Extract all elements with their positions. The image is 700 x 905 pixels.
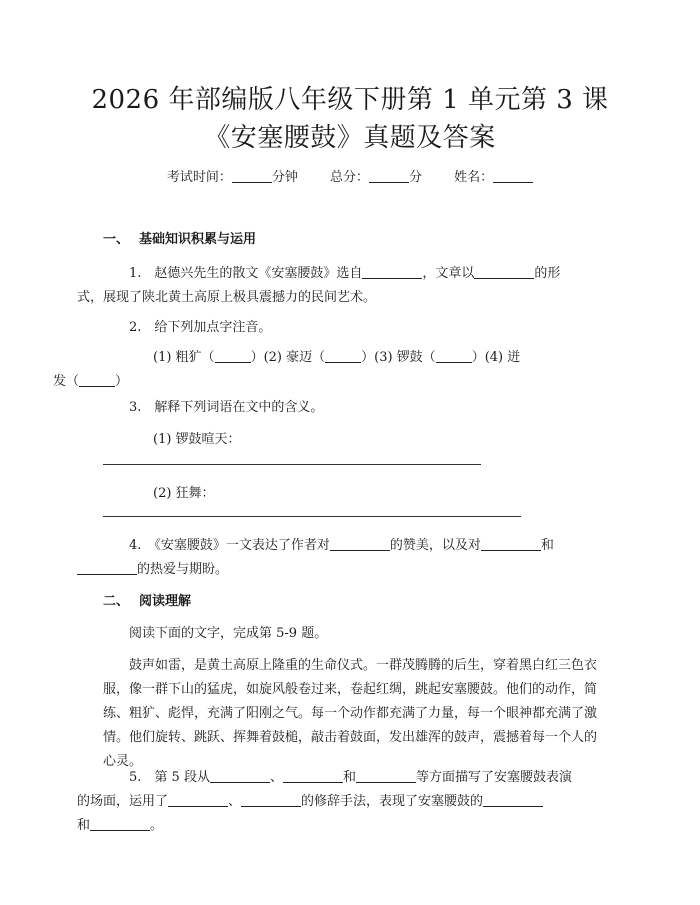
q5-text-d: 等方面描写了安塞腰鼓表演	[415, 770, 572, 785]
reading-passage: 鼓声如雷，是黄土高原上隆重的生命仪式。一群茂腾腾的后生，穿着黑白红三色衣服，像一群下山的猛虎，如旋风般卷过来，卷起红绸，跳起安塞腰鼓。他们的动作，简练、粗犷、彪悍，充满了阳刚之气。每一个动作都充满了力量，每一个眼神都充满了激情。他们旋转、跳跃、挥舞着鼓槌，敲击着鼓面，发出雄浑的鼓声，震撼着每一个人的心灵。	[103, 658, 598, 769]
q4-text-d: 的热爱与期盼。	[137, 562, 229, 577]
total-score-field	[330, 168, 422, 188]
q1-text-a: 1. 赵德兴先生的散文《安塞腰鼓》选自	[129, 266, 363, 281]
answer-blank[interactable]	[283, 768, 343, 783]
q5-text-f: 、	[228, 794, 242, 809]
total-score-unit: 分	[409, 170, 423, 185]
section-number: 一、	[103, 232, 130, 247]
answer-blank[interactable]	[481, 536, 541, 551]
answer-blank[interactable]	[210, 768, 270, 783]
student-name-blank[interactable]	[493, 168, 533, 183]
answer-blank[interactable]	[325, 348, 361, 363]
answer-blank[interactable]	[330, 536, 390, 551]
q2-item-2: ）(2) 豪迈（	[250, 350, 326, 365]
section-heading-1	[103, 230, 256, 250]
answer-blank[interactable]	[168, 792, 228, 807]
answer-blank[interactable]	[356, 768, 416, 783]
question-4	[103, 534, 600, 582]
student-name-label: 姓名：	[454, 170, 494, 185]
total-score-blank[interactable]	[369, 168, 409, 183]
q5-text-c: 和	[342, 770, 356, 785]
question-5	[77, 766, 600, 838]
question-1	[77, 262, 600, 310]
answer-blank[interactable]	[241, 792, 301, 807]
question-2-stem: 2. 给下列加点字注音。	[129, 320, 272, 335]
q5-text-i: 。	[150, 818, 164, 833]
question-2-items	[53, 346, 600, 394]
reading-instructions: 阅读下面的文字，完成第 5-9 题。	[129, 626, 328, 641]
answer-blank[interactable]	[483, 792, 543, 807]
q2-item-4-cont: 发（	[53, 374, 80, 389]
exam-time-blank[interactable]	[232, 168, 272, 183]
answer-blank[interactable]	[79, 372, 115, 387]
q2-item-4-close: ）	[115, 374, 129, 389]
q1-text-d: 式，展现了陕北黄土高原上极具震撼力的民间艺术。	[77, 290, 377, 305]
exam-time-label: 考试时间：	[166, 170, 232, 185]
answer-blank[interactable]	[362, 264, 422, 279]
q5-text-a: 5. 第 5 段从	[129, 770, 210, 785]
question-3-sub-2: (2) 狂舞：	[153, 486, 215, 501]
answer-blank[interactable]	[436, 348, 472, 363]
q5-text-g: 的修辞手法，表现了安塞腰鼓的	[301, 794, 484, 809]
q5-text-h: 和	[77, 818, 91, 833]
answer-blank[interactable]	[215, 348, 251, 363]
q5-text-e: 的场面，运用了	[77, 794, 169, 809]
q1-text-b: ，文章以	[422, 266, 475, 281]
question-3-sub-1: (1) 锣鼓喧天：	[153, 432, 241, 447]
student-name-field	[454, 168, 533, 188]
page-title-line1: 2026 年部编版八年级下册第 1 单元第 3 课	[91, 85, 609, 115]
total-score-label: 总分：	[329, 170, 369, 185]
page-title-line2: 《安塞腰鼓》真题及答案	[204, 123, 496, 153]
answer-blank[interactable]	[474, 264, 534, 279]
q4-text-c: 和	[540, 538, 554, 553]
section-number: 二、	[103, 594, 130, 609]
exam-meta	[0, 168, 700, 188]
q5-text-b: 、	[269, 770, 283, 785]
answer-blank[interactable]	[77, 560, 137, 575]
answer-line[interactable]	[103, 516, 521, 517]
section-title: 基础知识积累与运用	[139, 232, 257, 247]
q2-item-4: ）(4) 迸	[471, 350, 521, 365]
q4-text-b: 的赞美，以及对	[389, 538, 481, 553]
answer-blank[interactable]	[90, 816, 150, 831]
question-3-stem: 3. 解释下列词语在文中的含义。	[129, 400, 324, 415]
q2-item-1: (1) 粗犷（	[153, 350, 215, 365]
section-title: 阅读理解	[139, 594, 192, 609]
q4-text-a: 4. 《安塞腰鼓》一文表达了作者对	[129, 538, 330, 553]
q1-text-c: 的形	[534, 266, 561, 281]
answer-line[interactable]	[103, 464, 481, 465]
section-heading-2	[103, 592, 191, 612]
q2-item-3: ）(3) 锣鼓（	[361, 350, 436, 365]
exam-time-field	[167, 168, 298, 188]
exam-time-unit: 分钟	[271, 170, 298, 185]
